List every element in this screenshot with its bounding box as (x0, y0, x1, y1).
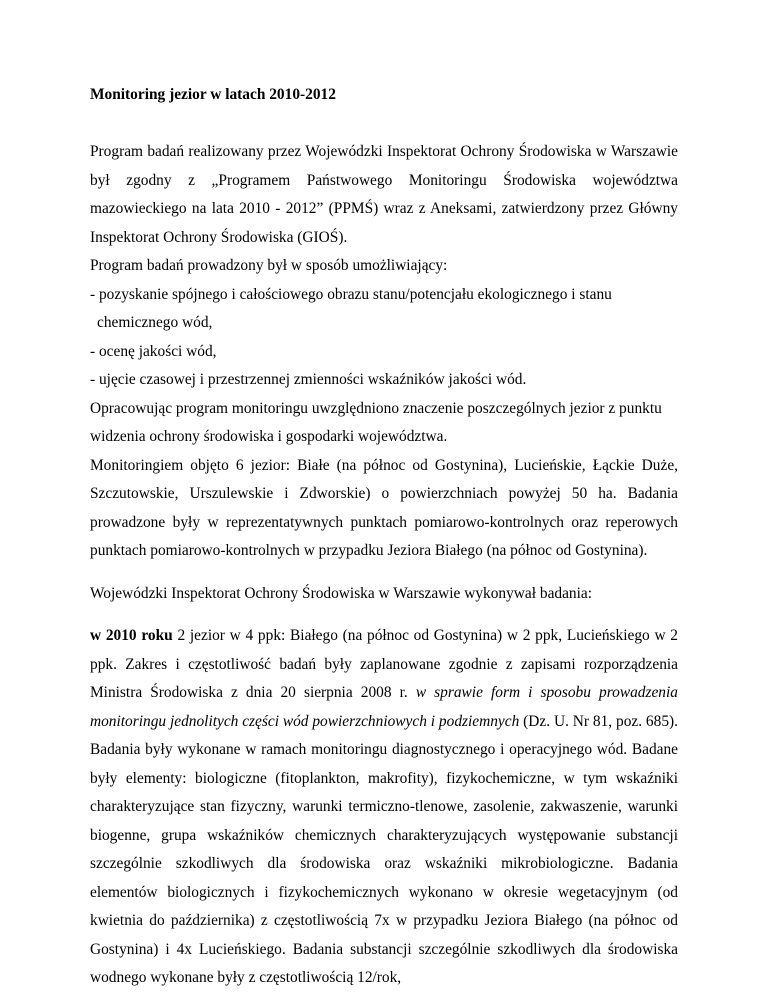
spacer (90, 107, 678, 138)
paragraph-2010-text-a: 2 jezior w 4 ppk: Białego (na północ od Gostynina) w 2 ppk, Lucieńskiego w 2 ppk. Zakres i częstotliwość badań były zaplanowane zgodnie z zapisami rozporządzenia Ministra Środowiska z dnia 20 sierpnia 2008 r. (90, 627, 678, 701)
document-page (90, 82, 678, 993)
year-2010-label: w 2010 roku (90, 627, 173, 644)
spacer (90, 608, 678, 622)
paragraph-2010-text-b: (Dz. U. Nr 81, poz. 685). Badania były wykonane w ramach monitoringu diagnostycznego i operacyjnego wód. Badane były elementy: biologiczne (fitoplankton, makrofity), fizykochemiczne, w tym wskaźniki charakteryzujące stan fizyczny, warunki termiczno-tlenowe, zasolenie, zakwaszenie, warunki biogenne, grupa wskaźników chemicznych charakteryzujących występowanie substancji szczególnie szkodliwych dla środowiska oraz wskaźniki mikrobiologiczne. Badania elementów biologicznych i fizykochemicznych wykonano w okresie wegetacyjnym (od kwietnia do października) z częstotliwością 7x w przypadku Jeziora Białego (na północ od Gostynina) i 4x Lucieńskiego. Badania substancji szczególnie szkodliwych dla środowiska wodnego wykonane były z częstotliwością 12/rok, (90, 712, 678, 986)
paragraph-inspectorate: Wojewódzki Inspektorat Ochrony Środowiska w Warszawie wykonywał badania: (90, 584, 593, 602)
paragraph-program-intro: Program badań realizowany przez Wojewódzki Inspektorat Ochrony Środowiska w Warszawie był zgodny z „Programem Państwowego Monitoringu Środowiska województwa mazowieckiego na lata 2010 - 2012” (PPMŚ) wraz z Aneksami, zatwierdzony przez Główny Inspektorat Ochrony Środowiska (GIOŚ). (90, 143, 678, 246)
bullet-item-1-continuation: chemicznego wód, (97, 314, 213, 331)
paragraph-monitoring-program: Opracowując program monitoringu uwzględniono znaczenie poszczególnych jezior z punktu widzenia ochrony środowiska i gospodarki województwa. (90, 399, 662, 445)
regulation-title: w sprawie form i sposobu prowadzenia monitoringu jednolitych części wód powierzchniowych i podziemnych (90, 684, 678, 730)
document-title: Monitoring jezior w latach 2010-2012 (90, 86, 336, 103)
bullet-item-1: - pozyskanie spójnego i całościowego obrazu stanu/potencjału ekologicznego i stanu (90, 285, 612, 303)
bullet-item-2: - ocenę jakości wód, (90, 342, 217, 360)
paragraph-lakes: Monitoringiem objęto 6 jezior: Białe (na północ od Gostynina), Lucieńskie, Łąckie Duże, Szczutowskie, Urszulewskie i Zdworskie) o powierzchniach powyżej 50 ha. Badania prowadzone były w reprezentatywnych punktach pomiarowo-kontrolnych oraz reperowych punktach pomiarowo-kontrolnych w przypadku Jeziora Białego (na północ od Gostynina). (90, 456, 678, 559)
spacer (90, 566, 678, 580)
paragraph-program-purpose: Program badań prowadzony był w sposób umożliwiający: (90, 257, 448, 274)
paragraph-2010 (90, 622, 678, 993)
bullet-item-3: - ujęcie czasowej i przestrzennej zmienności wskaźników jakości wód. (90, 371, 527, 388)
